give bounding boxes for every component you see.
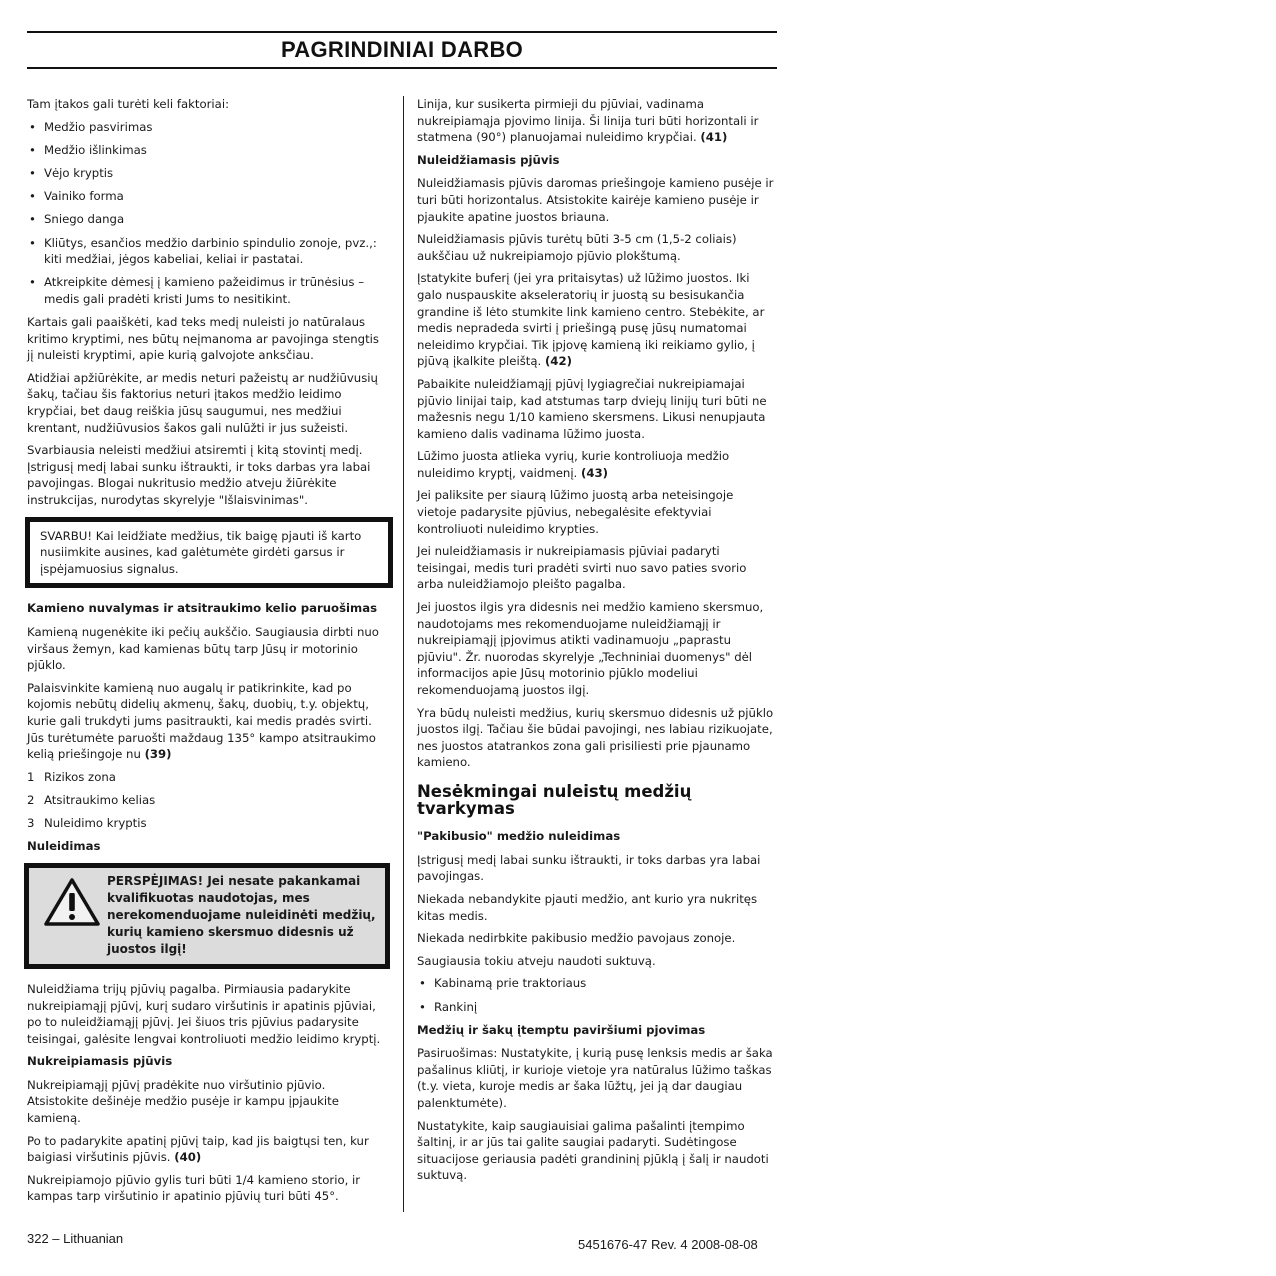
item-number: 3 [27, 816, 35, 831]
paragraph: Nuleidžiama trijų pjūvių pagalba. Pirmiausia padarykite nukreipiamąjį pjūvį, kurį sudaro viršutinis ir apatinis pjūviai, po to nuleidžiamąjį pjūvį. Jei šiuos tris pjūvius padarysite teisingai, galėsite lengvai kontroliuoti medžio leidimo kryptį. [27, 981, 381, 1046]
column-divider [403, 96, 404, 1212]
paragraph-text: Po to padarykite apatinį pjūvį taip, kad jis baigtųsi ten, kur baigiasi viršutinis pjūvis. [27, 1133, 369, 1165]
paragraph: Nuleidžiamasis pjūvis turėtų būti 3-5 cm (1,5-2 coliais) aukščiau už nukreipiamojo pjūvio plokštumą. [417, 232, 737, 263]
paragraph [27, 1133, 385, 1166]
warning-triangle-icon [37, 873, 107, 958]
item-text: Nuleidimo kryptis [44, 816, 147, 831]
paragraph-text: Lūžimo juosta atlieka vyrių, kurie kontroliuoja medžio nuleidimo kryptį, vaidmenį. [417, 449, 730, 480]
paragraph: Nuleidžiamasis pjūvis daromas priešingoje kamieno pusėje ir turi būti horizontalus. Atsistokite kairėje kamieno pusėje ir pjaukite apatine juostos briauna. [417, 176, 774, 224]
paragraph: Jei paliksite per siaurą lūžimo juostą arba neteisingoje vietoje padarysite pjūvius, nebegalėsite efektyviai kontroliuoti nuleidimo krypties. [417, 488, 734, 536]
paragraph: Atidžiai apžiūrėkite, ar medis neturi pažeistų ar nudžiūvusių šakų, tačiau šis faktorius neturi įtakos medžio leidimo krypčiai, bet daug reiškia jūsų saugumui, nes medžiui krentant, nudžiūvusios šakos gali nulūžti ir jus sužeisti. [27, 370, 378, 435]
paragraph [417, 448, 775, 481]
paragraph-text: Palaisvinkite kamieną nuo augalų ir patikrinkite, kad po kojomis nebūtų didelių akmenų, šakų, duobių, t.y. objektų, kurie gali trukdyti jums pasitraukti, kai medis pradės svirti. Jūs turėtumėte paruošti maždaug 135° kampo atsitraukimo kelią priešingoje nu [27, 680, 376, 762]
heading-clearing: Kamieno nuvalymas ir atsitraukimo kelio paruošimas [27, 601, 378, 616]
list-item: • Atkreipkite dėmesį į kamieno pažeidimus ir trūnėsius – medis gali pradėti kristi Jums to nesitikint. [27, 274, 385, 307]
numbered-list [27, 769, 385, 832]
important-notice-text: SVARBU! Kai leidžiate medžius, tik baigę pjauti iš karto nusiimkite ausines, kad galėtumėte girdėti garsus ir įspėjamuosius signalus. [40, 528, 362, 576]
figure-ref: (40) [174, 1150, 202, 1165]
paragraph: Jei juostos ilgis yra didesnis nei medžio kamieno skersmuo, naudotojams mes rekomenduojame nuleidžiamąjį ir nukreipiamąjį įpjovimus atikti vadinamuoju „paprastu pjūviu". Žr. nuorodas skyrelyje „Techniniai duomenys" dėl informacijos apie Jūsų motorinio pjūklo modeliui rekomenduojamą juostos ilgį. [417, 600, 764, 697]
list-item [27, 815, 385, 832]
paragraph [27, 680, 385, 763]
list-item [27, 769, 385, 786]
paragraph-text: Įstatykite buferį (jei yra pritaisytas) už lūžimo juostos. Iki galo nuspauskite akseleratorių ir juostą su besisukančia grandine iš lėto stumkite link kamieno centro. Stebėkite, ar medis nepradeda svirti į priešingą pusę jūsų numatomai neleidimo krypčiai. Tik įpjovę kamieną iki reikiamo gylio, į pjūvą įkalkite pleištą. [417, 271, 765, 369]
list-item: • Kabinamą prie traktoriaus [417, 975, 775, 992]
page-header [27, 31, 777, 69]
paragraph: Pabaikite nuleidžiamąjį pjūvį lygiagrečiai nukreipiamajai pjūvio linijai taip, kad atstumas tarp dviejų linijų turi būti ne mažesnis negu 1/10 kamieno skersmens. Likusi nenupjauta kamieno dalis vadinama lūžimo juosta. [417, 376, 767, 441]
paragraph: Įstrigusį medį labai sunku ištraukti, ir toks darbas yra labai pavojingas. [417, 852, 761, 884]
paragraph: Kamieną nugenėkite iki pečių aukščio. Saugiausia dirbti nuo viršaus žemyn, kad kamienas būtų tarp Jūsų ir motorinio pjūklo. [27, 625, 379, 673]
factors-list [27, 119, 385, 308]
paragraph: Jei nuleidžiamasis ir nukreipiamasis pjūviai padaryti teisingai, medis turi pradėti svirti nuo savo paties svorio arba nuleidžiamojo pleišto pagalba. [417, 544, 747, 592]
paragraph: Pasiruošimas: Nustatykite, į kurią pusę lenksis medis ar šaka pašalinus kliūtį, ir kurioje vietoje yra natūralus lūžimo taškas (t.y. vieta, kuroje medis ar šaka lūžtų, jei ją dar daugiau palenktumėte). [417, 1046, 773, 1111]
paragraph [417, 96, 775, 146]
important-notice-box [25, 517, 393, 589]
heading-felling: Nuleidimas [27, 839, 101, 854]
paragraph: Yra būdų nuleisti medžius, kurių skersmuo didesnis už pjūklo juostos ilgį. Tačiau šie būdai pavojingi, nes labiau rizikuojate, nes juostos atatrankos zona gali prisiliesti prie pjaunamo kamieno. [417, 705, 774, 770]
page-number: 322 – Lithuanian [27, 1231, 124, 1246]
item-number: 1 [27, 769, 35, 784]
warning-box [24, 863, 390, 969]
paragraph: Saugiausia tokiu atveju naudoti suktuvą. [417, 953, 656, 968]
paragraph: Svarbiausia neleisti medžiui atsiremti į kitą stovintį medį. Įstrigusį medį labai sunku ištraukti, ir toks darbas yra labai pavojingas. Blogai nukritusio medžio atveju žiūrėkite instrukcijas, nurodytas skyrelyje "Išlaisvinimas". [27, 443, 371, 508]
factors-intro: Tam įtakos gali turėti keli faktoriai: [27, 97, 230, 111]
heading-directional-cut: Nukreipiamasis pjūvis [27, 1054, 173, 1069]
figure-ref: (42) [544, 354, 572, 369]
heading-backcut: Nuleidžiamasis pjūvis [417, 152, 560, 167]
paragraph: Niekada nedirbkite pakibusio medžio pavojaus zonoje. [417, 931, 736, 946]
list-item: • Vėjo kryptis [27, 165, 385, 182]
page-title: PAGRINDINIAI DARBO [280, 37, 524, 62]
list-item: • Kliūtys, esančios medžio darbinio spindulio zonoje, pvz.,: kiti medžiai, jėgos kabeliai, keliai ir pastatai. [27, 235, 385, 268]
list-item: • Medžio pasvirimas [27, 119, 385, 136]
item-text: Atsitraukimo kelias [44, 792, 156, 807]
list-item: • Sniego danga [27, 211, 385, 228]
document-reference: 5451676-47 Rev. 4 2008-08-08 [578, 1237, 758, 1252]
left-column [27, 96, 385, 1211]
figure-ref: (41) [700, 130, 728, 145]
figure-ref: (43) [581, 465, 608, 480]
paragraph [417, 270, 775, 370]
figure-ref: (39) [144, 747, 172, 762]
list-item: • Vainiko forma [27, 188, 385, 205]
warning-text: PERSPĖJIMAS! Jei nesate pakankamai kvalifikuotas naudotojas, mes nerekomenduojame nuleidinėti medžių, kurių kamieno skersmuo didesnis už juostos ilgį! [107, 873, 376, 956]
list-item: • Rankinį [417, 999, 775, 1016]
paragraph: Nukreipiamojo pjūvio gylis turi būti 1/4 kamieno storio, ir kampas tarp viršutinio ir apatinio pjūvių turi būti 45°. [27, 1172, 361, 1204]
heading-tension-cutting: Medžių ir šakų įtemptu paviršiumi pjovimas [417, 1022, 706, 1037]
paragraph: Kartais gali paaiškėti, kad teks medį nuleisti jo natūralaus kritimo kryptimi, nes būtų neįmanoma ar pavojinga stengtis jį nuleisti kryptimi, apie kurią galvojote anksčiau. [27, 315, 379, 363]
list-item [27, 792, 385, 809]
paragraph-text: Linija, kur susikerta pirmieji du pjūviai, vadinama nukreipiamąja pjovimo linija. Ši linija turi būti horizontali ir statmena (90°) planuojamai nuleidimo krypčiai. [417, 97, 759, 145]
list-item: • Medžio išlinkimas [27, 142, 385, 159]
paragraph: Nukreipiamąjį pjūvį pradėkite nuo viršutinio pjūvio. Atsistokite dešinėje medžio pusėje ir kampu įpjaukite kamieną. [27, 1077, 339, 1126]
paragraph: Nustatykite, kaip saugiauisiai galima pašalinti įtempimo šaltinį, ir ar jūs tai galite saugiai padaryti. Sudėtingose situacijose geriausia padėti grandininį pjūklą į šalį ir naudoti suktuvą. [417, 1118, 769, 1183]
item-text: Rizikos zona [44, 769, 116, 784]
heading-hung-tree: "Pakibusio" medžio nuleidimas [417, 829, 621, 844]
winch-methods-list [417, 975, 775, 1015]
right-column [417, 96, 775, 1190]
item-number: 2 [27, 792, 35, 807]
paragraph: Niekada nebandykite pjauti medžio, ant kurio yra nukritęs kitas medis. [417, 891, 758, 923]
section-heading: Nesėkmingai nuleistų medžių tvarkymas [417, 781, 692, 818]
